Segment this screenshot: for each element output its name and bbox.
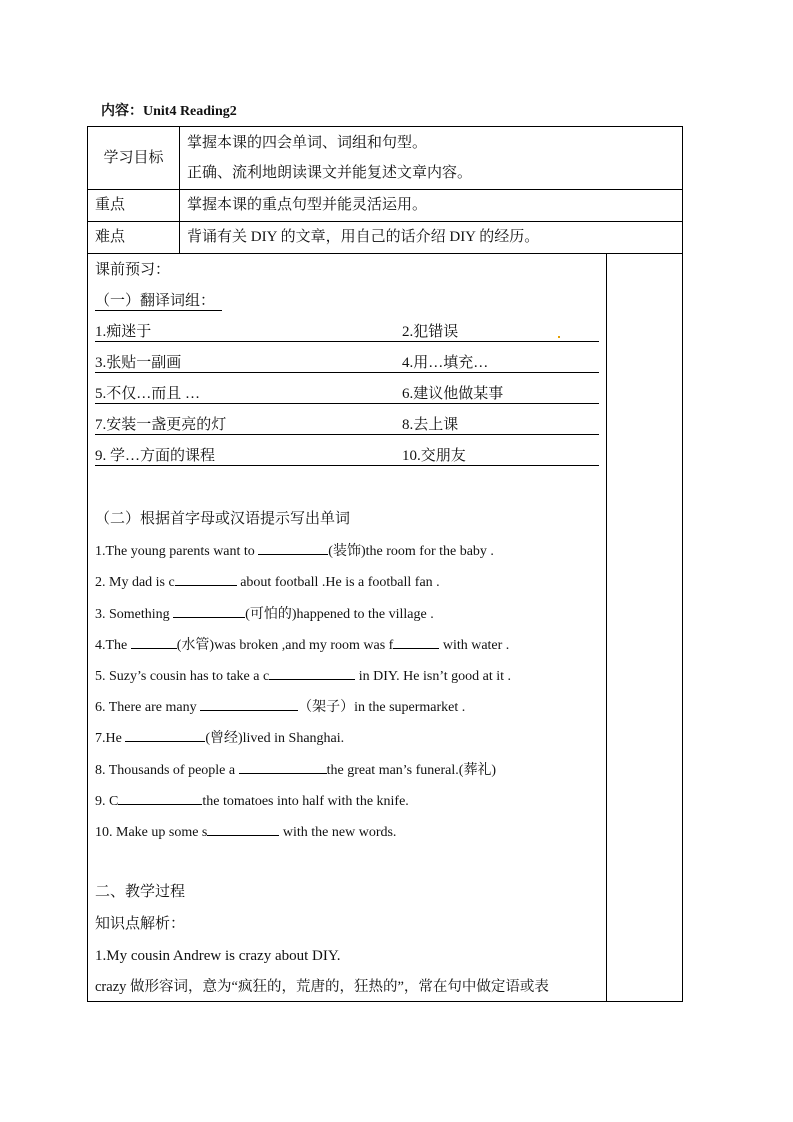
exercise-text: 4.The: [95, 638, 131, 653]
phrase-3: 3.张贴一副画: [95, 355, 182, 371]
answer-blank[interactable]: [269, 665, 355, 680]
exercise-text: (可怕的)happened to the village .: [245, 607, 434, 622]
exercise-text: 5. Suzy’s cousin has to take a c: [95, 669, 270, 684]
phrase-6: 6.建议他做某事: [402, 386, 504, 402]
phrase-9: 9. 学…方面的课程: [95, 448, 216, 464]
answer-blank[interactable]: [173, 603, 245, 618]
exercise-text: （架子）in the supermarket .: [298, 700, 466, 715]
exercise-text: 7.He: [95, 731, 126, 746]
exercise-7: [95, 727, 344, 749]
phrase-1: 1.痴迷于: [95, 324, 152, 340]
answer-blank[interactable]: [393, 634, 439, 649]
section1-title-underline: [95, 310, 222, 311]
exercise-text: the tomatoes into half with the knife.: [202, 794, 409, 809]
exercise-text: (水管)was broken ,and my room was f: [176, 638, 394, 653]
column-divider: [606, 253, 607, 1001]
exercise-10: [95, 821, 396, 843]
phrase-7: 7.安装一盏更亮的灯: [95, 417, 227, 433]
answer-blank[interactable]: [175, 571, 237, 586]
exercise-text: the great man’s funeral.(葬礼): [326, 763, 497, 778]
phrase-10: 10.交朋友: [402, 448, 466, 464]
section2-title: （二）根据首字母或汉语提示写出单词: [95, 511, 351, 527]
preview-title: 课前预习：: [95, 262, 171, 278]
exercise-8: [95, 759, 496, 781]
exercise-9: [95, 790, 409, 812]
row-divider: [88, 221, 682, 222]
exercise-4: [95, 634, 509, 656]
phrase-underline: [95, 372, 599, 373]
answer-blank[interactable]: [131, 634, 177, 649]
knowledge-point-1-note: crazy 做形容词，意为“疯狂的，荒唐的，狂热的”，常在句中做定语或表: [95, 979, 549, 995]
exercise-1: [95, 540, 494, 562]
lesson-table: [87, 126, 683, 1002]
process-title: 二、教学过程: [95, 884, 186, 900]
phrase-underline: [95, 434, 599, 435]
exercise-2: [95, 571, 440, 593]
label-difficulties: 难点: [95, 229, 126, 245]
exercise-6: [95, 696, 465, 718]
exercise-text: in DIY. He isn’t good at it .: [355, 669, 511, 684]
phrase-underline: [95, 341, 599, 342]
phrase-2: 2.犯错误: [402, 324, 459, 340]
phrase-5: 5.不仅…而且 …: [95, 386, 201, 402]
label-key-points: 重点: [95, 197, 126, 213]
goal-line-1: 掌握本课的四会单词、词组和句型。: [187, 135, 428, 151]
exercise-text: 8. Thousands of people a: [95, 763, 239, 778]
phrase-8: 8.去上课: [402, 417, 459, 433]
row-divider: [88, 189, 682, 190]
exercise-text: 10. Make up some s: [95, 825, 208, 840]
answer-blank[interactable]: [200, 696, 298, 711]
phrase-underline: [95, 465, 599, 466]
exercise-text: 3. Something: [95, 607, 174, 622]
exercise-text: with water .: [439, 638, 510, 653]
goal-line-2: 正确、流利地朗读课文并能复述文章内容。: [187, 165, 473, 181]
answer-blank[interactable]: [207, 821, 279, 836]
exercise-text: 6. There are many: [95, 700, 201, 715]
phrase-underline: [95, 403, 599, 404]
knowledge-point-1: 1.My cousin Andrew is crazy about DIY.: [95, 948, 341, 964]
answer-blank[interactable]: [258, 540, 328, 555]
answer-blank[interactable]: [118, 790, 202, 805]
column-divider: [179, 127, 180, 253]
orange-mark: [558, 336, 560, 338]
answer-blank[interactable]: [125, 727, 205, 742]
label-learning-goals: 学习目标: [103, 150, 164, 166]
difficulties-text: 背诵有关 DIY 的文章，用自己的话介绍 DIY 的经历。: [187, 229, 540, 245]
exercise-text: about football .He is a football fan .: [236, 575, 440, 590]
exercise-text: with the new words.: [279, 825, 397, 840]
process-subtitle: 知识点解析：: [95, 916, 186, 932]
exercise-5: [95, 665, 511, 687]
section1-title: （一）翻译词组：: [95, 293, 216, 309]
exercise-text: (装饰)the room for the baby .: [328, 544, 494, 559]
phrase-4: 4.用…填充…: [402, 355, 489, 371]
row-divider: [88, 253, 682, 254]
page-header: 内容：Unit4 Reading2: [101, 104, 237, 119]
exercise-text: 2. My dad is c: [95, 575, 175, 590]
exercise-3: [95, 603, 434, 625]
key-points-text: 掌握本课的重点句型并能灵活运用。: [187, 197, 428, 213]
exercise-text: (曾经)lived in Shanghai.: [205, 731, 345, 746]
exercise-text: 1.The young parents want to: [95, 544, 259, 559]
answer-blank[interactable]: [239, 759, 327, 774]
exercise-text: 9. C: [95, 794, 119, 809]
